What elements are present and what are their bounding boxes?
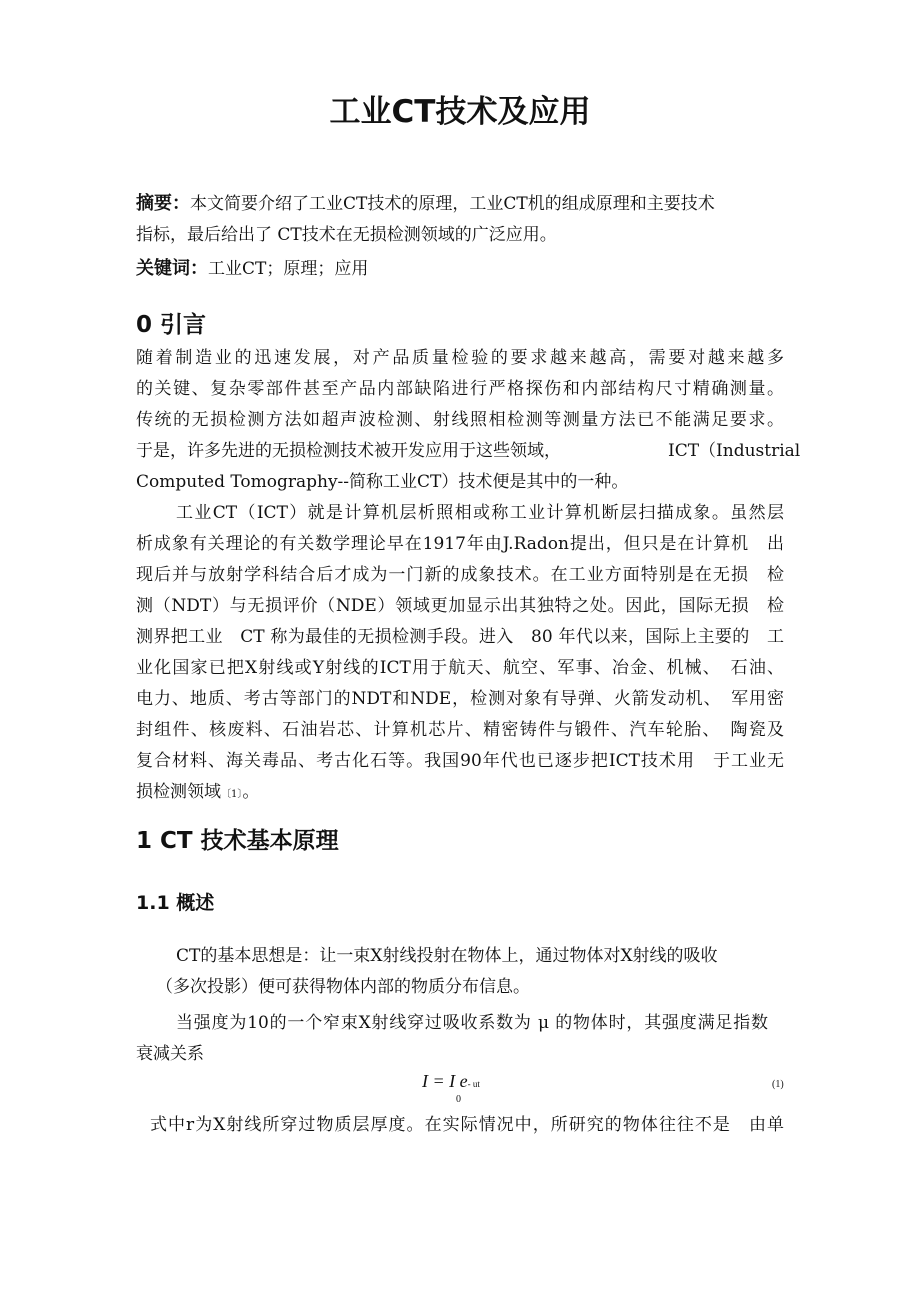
- s0-p2-line-5: 测界把工业 CT 称为最佳的无损检测手段。进入 80 年代以来，国际上主要的 工: [136, 627, 784, 647]
- equation: [422, 1071, 480, 1092]
- section-1-1-heading: 1.1 概述: [136, 892, 215, 914]
- equation-subscript: 0: [456, 1094, 461, 1105]
- section-0-heading: 0 引言: [136, 312, 207, 338]
- equation-e: e: [459, 1071, 468, 1091]
- s0-p1-line-1: 随着制造业的迅速发展，对产品质量检验的要求越来越高，需要对越来越多: [136, 348, 784, 368]
- equation-number: (1): [772, 1079, 784, 1090]
- s0-p2-line-8: 封组件、核废料、石油岩芯、计算机芯片、精密铸件与锻件、汽车轮胎、 陶瓷及: [136, 720, 784, 740]
- equation-lhs: I = I: [422, 1071, 456, 1091]
- s0-p2-line-4: 测（NDT）与无损评价（NDE）领域更加显示出其独特之处。因此，国际无损 检: [136, 596, 784, 616]
- s0-p2-line-1: 工业CT（ICT）就是计算机层析照相或称工业计算机断层扫描成象。虽然层: [176, 503, 784, 523]
- abstract-label: 摘要：: [136, 193, 190, 214]
- s0-p2-line-10-text: 损检测领域: [136, 782, 221, 802]
- abstract-line-1: [136, 188, 715, 220]
- section-1-heading: 1 CT 技术基本原理: [136, 828, 339, 854]
- page-title: 工业CT技术及应用: [329, 94, 591, 130]
- s1-p2-line-2: 衰减关系: [136, 1044, 204, 1064]
- s1-p2-line-1: 当强度为10的一个窄束X射线穿过吸收系数为 μ 的物体时，其强度满足指数: [176, 1013, 768, 1033]
- s0-p2-line-9: 复合材料、海关毒品、考古化石等。我国90年代也已逐步把ICT技术用 于工业无: [136, 751, 784, 771]
- equation-exponent: - ut: [467, 1079, 480, 1089]
- s1-p1-line-1: CT的基本思想是：让一束X射线投射在物体上，通过物体对X射线的吸收: [176, 946, 718, 966]
- s0-p2-line-10: [136, 777, 259, 810]
- s0-p1-line-4-tail: ICT（Industrial: [668, 441, 801, 461]
- abstract-line-2: 指标，最后给出了 CT技术在无损检测领域的广泛应用。: [136, 225, 557, 245]
- keywords-label: 关键词：: [136, 258, 208, 279]
- s0-p1-line-4: 于是，许多先进的无损检测技术被开发应用于这些领域，: [136, 441, 561, 461]
- s1-p1-line-2: （多次投影）便可获得物体内部的物质分布信息。: [156, 977, 530, 997]
- s0-p2-line-2: 析成象有关理论的有关数学理论早在1917年由J.Radon提出，但只是在计算机 出: [136, 534, 784, 554]
- s0-p2-line-7: 电力、地质、考古等部门的NDT和NDE，检测对象有导弹、火箭发动机、 军用密: [136, 689, 784, 709]
- keywords-line: [136, 253, 368, 285]
- s0-p2-line-6: 业化国家已把X射线或Y射线的ICT用于航天、航空、军事、冶金、机械、 石油、: [136, 658, 784, 678]
- s0-p1-line-5: Computed Tomography--简称工业CT）技术便是其中的一种。: [136, 472, 629, 492]
- abstract-text-1: 本文简要介绍了工业CT技术的原理，工业CT机的组成原理和主要技术: [190, 194, 715, 214]
- s0-p2-line-10-end: 。: [242, 782, 260, 802]
- s0-p1-line-3: 传统的无损检测方法如超声波检测、射线照相检测等测量方法已不能满足要求。: [136, 410, 784, 430]
- s0-p2-line-3: 现后并与放射学科结合后才成为一门新的成象技术。在工业方面特别是在无损 检: [136, 565, 784, 585]
- s0-p1-line-2: 的关键、复杂零部件甚至产品内部缺陷进行严格探伤和内部结构尺寸精确测量。: [136, 379, 784, 399]
- citation-ref: 〔1〕: [221, 789, 243, 800]
- keywords-text: 工业CT；原理；应用: [208, 259, 369, 279]
- s1-p3-line-1: 式中r为X射线所穿过物质层厚度。在实际情况中，所研究的物体往往不是 由单: [150, 1115, 784, 1135]
